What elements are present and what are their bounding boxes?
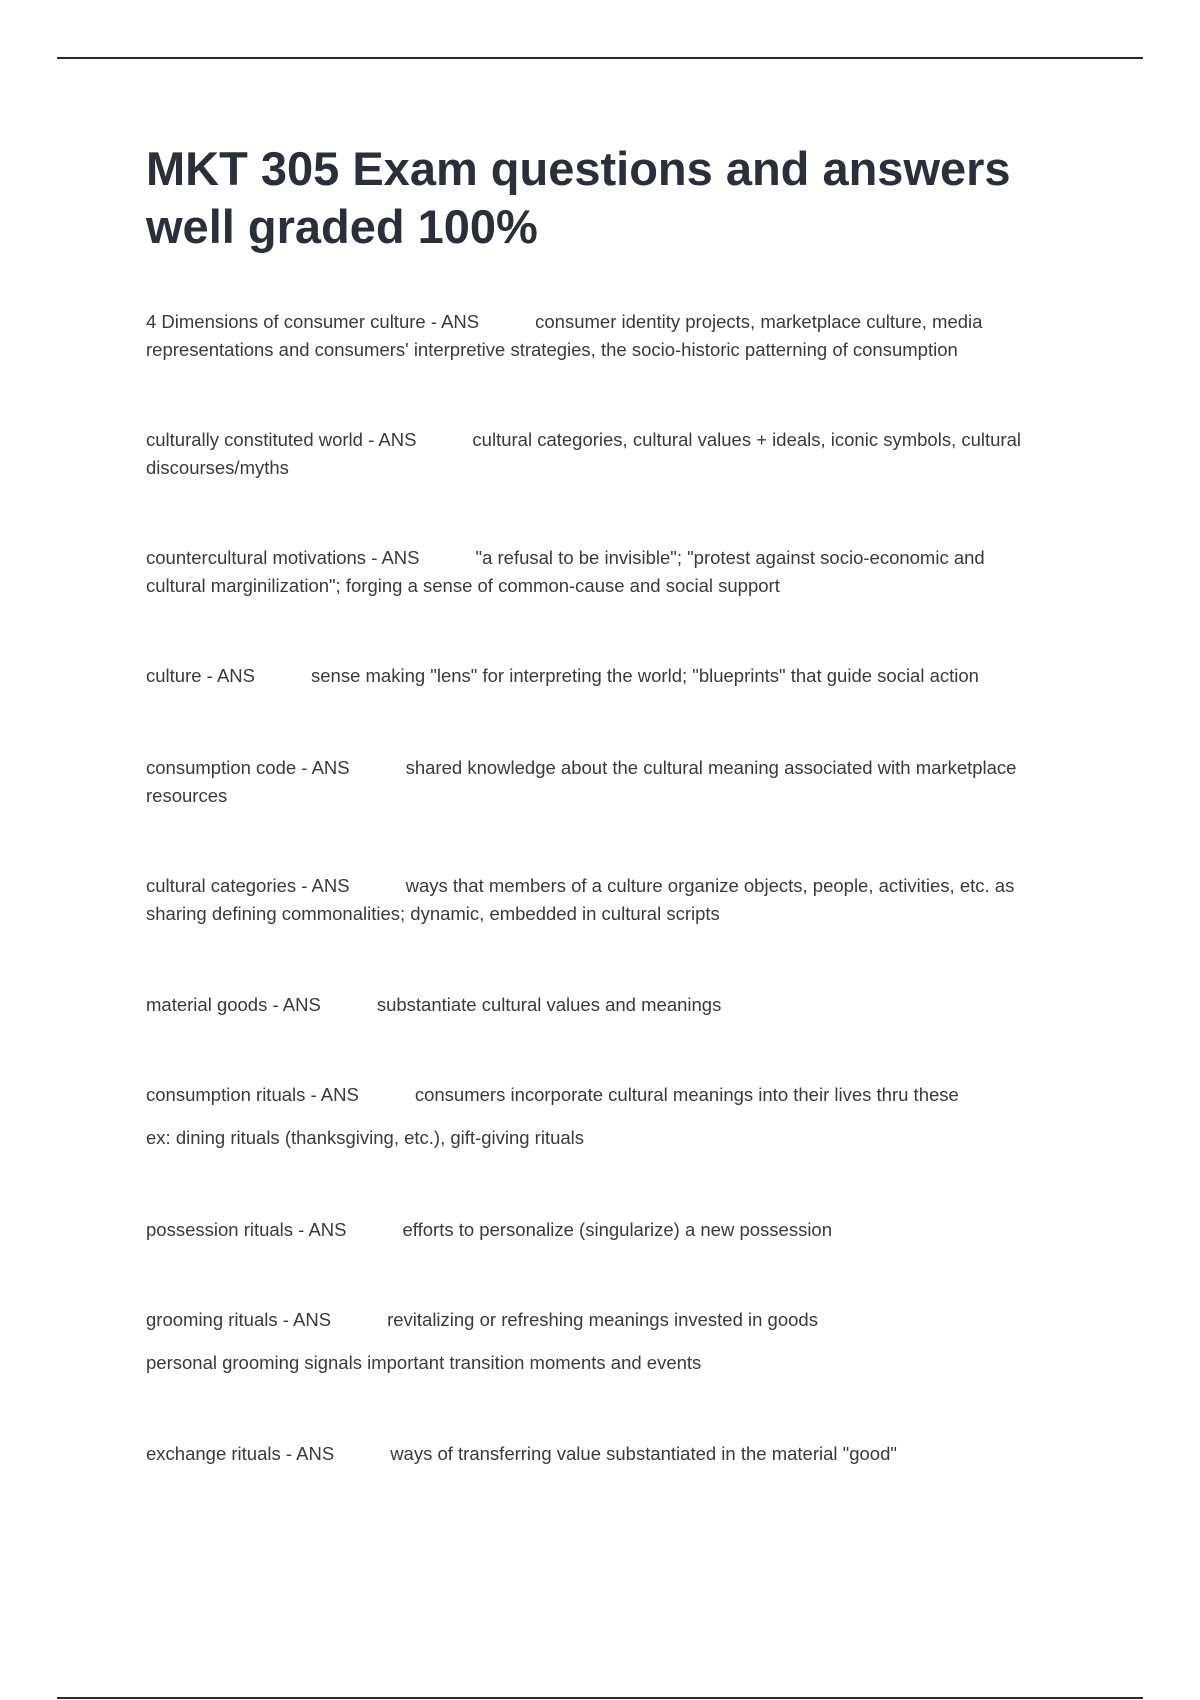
qa-entry bbox=[146, 754, 1046, 810]
entry-definition: efforts to personalize (singularize) a new possession bbox=[402, 1219, 833, 1240]
entry-definition: consumer identity projects, marketplace culture, media representations and consumers' interpretive strategies, the socio-historic patterning of consumption bbox=[146, 311, 983, 360]
entry-definition: ways of transferring value substantiated in the material "good" bbox=[390, 1443, 897, 1464]
entry-definition: shared knowledge about the cultural meaning associated with marketplace resources bbox=[146, 757, 1017, 806]
qa-entry bbox=[146, 308, 1046, 364]
entry-note: personal grooming signals important transition moments and events bbox=[146, 1352, 702, 1373]
document-body bbox=[146, 140, 1046, 1468]
entry-definition: ways that members of a culture organize objects, people, activities, etc. as sharing defining commonalities; dynamic, embedded in cultural scripts bbox=[146, 875, 1015, 924]
entry-term: cultural categories - ANS bbox=[146, 875, 350, 896]
qa-entry bbox=[146, 544, 1046, 600]
entry-term: 4 Dimensions of consumer culture - ANS bbox=[146, 311, 480, 332]
entry-definition: cultural categories, cultural values + ideals, iconic symbols, cultural discourses/myths bbox=[146, 429, 1021, 478]
entry-definition: substantiate cultural values and meanings bbox=[376, 994, 722, 1015]
entry-term: material goods - ANS bbox=[146, 994, 321, 1015]
top-rule bbox=[57, 57, 1143, 59]
entry-definition: consumers incorporate cultural meanings into their lives thru these bbox=[414, 1084, 959, 1105]
qa-entry bbox=[146, 1081, 1046, 1152]
qa-entry bbox=[146, 1306, 1046, 1377]
qa-list bbox=[146, 308, 1046, 1468]
entry-definition: "a refusal to be invisible"; "protest against socio-economic and cultural marginilization"; forging a sense of common-cause and social support bbox=[146, 547, 985, 596]
entry-definition: revitalizing or refreshing meanings invested in goods bbox=[387, 1309, 818, 1330]
entry-term: consumption code - ANS bbox=[146, 757, 350, 778]
entry-term: culture - ANS bbox=[146, 665, 255, 686]
qa-entry bbox=[146, 426, 1046, 482]
entry-term: grooming rituals - ANS bbox=[146, 1309, 332, 1330]
qa-entry bbox=[146, 872, 1046, 928]
document-title: MKT 305 Exam questions and answers well graded 100% bbox=[146, 142, 1011, 253]
entry-term: culturally constituted world - ANS bbox=[146, 429, 417, 450]
qa-entry bbox=[146, 1440, 1046, 1468]
entry-definition: sense making "lens" for interpreting the world; "blueprints" that guide social action bbox=[311, 665, 979, 686]
qa-entry bbox=[146, 1216, 1046, 1244]
entry-term: exchange rituals - ANS bbox=[146, 1443, 335, 1464]
qa-entry bbox=[146, 662, 1046, 690]
qa-entry bbox=[146, 991, 1046, 1019]
entry-term: countercultural motivations - ANS bbox=[146, 547, 420, 568]
entry-term: possession rituals - ANS bbox=[146, 1219, 347, 1240]
bottom-rule bbox=[57, 1697, 1143, 1699]
entry-note: ex: dining rituals (thanksgiving, etc.), gift-giving rituals bbox=[146, 1127, 585, 1148]
entry-term: consumption rituals - ANS bbox=[146, 1084, 359, 1105]
